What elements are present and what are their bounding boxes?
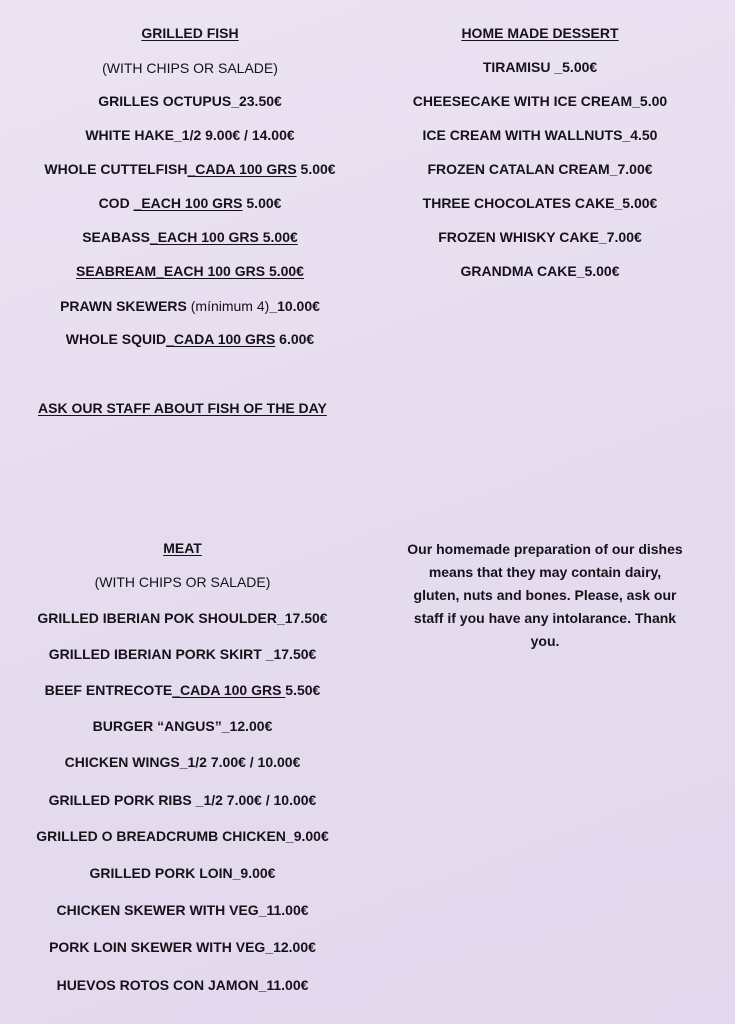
fish-item-cod-price: 5.00€ (242, 195, 282, 211)
meat-item-pork-skirt: GRILLED IBERIAN PORK SKIRT _17.50€ (48, 646, 317, 662)
dessert-item-grandma-cake: GRANDMA CAKE_5.00€ (460, 263, 620, 279)
dessert-item-whisky-cake: FROZEN WHISKY CAKE_7.00€ (438, 229, 642, 245)
fish-item-seabass-name: SEABASS (82, 229, 150, 245)
fish-item-cuttlefish-price: 5.00€ (296, 161, 336, 177)
meat-item-pork-loin-skewer: PORK LOIN SKEWER WITH VEG_12.00€ (49, 939, 316, 955)
dessert-item-tiramisu: TIRAMISU _5.00€ (482, 59, 598, 75)
meat-heading: MEAT (163, 540, 202, 556)
fish-item-cuttlefish (20, 160, 360, 178)
fish-item-cod-unit: _EACH 100 GRS (133, 195, 243, 211)
fish-subheading: (WITH CHIPS OR SALADE) (102, 60, 278, 76)
meat-item-breadcrumb-chicken: GRILLED O BREADCRUMB CHICKEN_9.00€ (36, 828, 329, 844)
fish-item-cod-name: COD (98, 195, 134, 211)
meat-item-pork-shoulder: GRILLED IBERIAN POK SHOULDER_17.50€ (37, 610, 328, 626)
meat-item-burger: BURGER “ANGUS”_12.00€ (92, 718, 273, 734)
fish-item-seabass-unit: _EACH 100 GRS 5.00€ (149, 229, 298, 245)
meat-section (10, 530, 355, 1010)
fish-item-squid (20, 330, 360, 348)
dessert-heading: HOME MADE DESSERT (461, 25, 619, 41)
fish-item-cuttlefish-name: WHOLE CUTTELFISH (44, 161, 188, 177)
meat-subheading: (WITH CHIPS OR SALADE) (94, 574, 271, 590)
fish-item-prawn-skewers (20, 297, 360, 315)
grilled-fish-section (20, 0, 360, 430)
meat-item-pork-loin: GRILLED PORK LOIN_9.00€ (89, 865, 276, 881)
dessert-item-cheesecake: CHEESECAKE WITH ICE CREAM_5.00 (412, 93, 668, 109)
fish-item-squid-unit: _CADA 100 GRS (166, 331, 276, 347)
fish-heading: GRILLED FISH (141, 25, 239, 41)
fish-item-squid-name: WHOLE SQUID (65, 331, 167, 347)
allergen-note-line-2: means that they may contain dairy, (428, 564, 662, 580)
dessert-item-three-chocolates: THREE CHOCOLATES CAKE_5.00€ (422, 195, 658, 211)
meat-item-entrecote-price: 5.50€ (285, 682, 321, 698)
fish-item-prawn-name: PRAWN SKEWERS (60, 298, 191, 314)
meat-item-pork-ribs: GRILLED PORK RIBS _1/2 7.00€ / 10.00€ (48, 792, 317, 808)
meat-item-chicken-wings: CHICKEN WINGS_1/2 7.00€ / 10.00€ (64, 754, 301, 770)
fish-item-cuttlefish-unit: _CADA 100 GRS (187, 161, 297, 177)
meat-item-entrecote-name: BEEF ENTRECOTE (44, 682, 173, 698)
fish-item-cod (20, 194, 360, 212)
allergen-note (385, 538, 705, 653)
fish-item-squid-price: 6.00€ (275, 331, 315, 347)
meat-item-entrecote-unit: _CADA 100 GRS (172, 682, 286, 698)
dessert-section (390, 0, 690, 300)
fish-item-seabream-unit: SEABREAM_EACH 100 GRS 5.00€ (76, 263, 304, 279)
meat-item-huevos-rotos: HUEVOS ROTOS CON JAMON_11.00€ (56, 977, 309, 993)
fish-item-white-hake: WHITE HAKE_1/2 9.00€ / 14.00€ (85, 127, 295, 143)
allergen-note-line-1: Our homemade preparation of our dishes (407, 541, 683, 557)
allergen-note-line-5: you. (530, 633, 560, 649)
fish-item-octopus: GRILLES OCTUPUS_23.50€ (98, 93, 282, 109)
dessert-item-ice-cream: ICE CREAM WITH WALLNUTS_4.50 (422, 127, 658, 143)
meat-item-chicken-skewer: CHICKEN SKEWER WITH VEG_11.00€ (56, 902, 309, 918)
dessert-item-catalan-cream: FROZEN CATALAN CREAM_7.00€ (427, 161, 653, 177)
allergen-note-line-4: staff if you have any intolarance. Thank (413, 610, 677, 626)
meat-item-entrecote (10, 681, 355, 699)
fish-item-prawn-minimum: (mínimum 4) (190, 298, 270, 314)
allergen-note-line-3: gluten, nuts and bones. Please, ask our (413, 587, 677, 603)
fish-item-prawn-price: _10.00€ (269, 298, 320, 314)
fish-item-seabass (20, 228, 360, 246)
fish-of-the-day-note: ASK OUR STAFF ABOUT FISH OF THE DAY (38, 400, 327, 416)
fish-item-seabream (20, 262, 360, 280)
